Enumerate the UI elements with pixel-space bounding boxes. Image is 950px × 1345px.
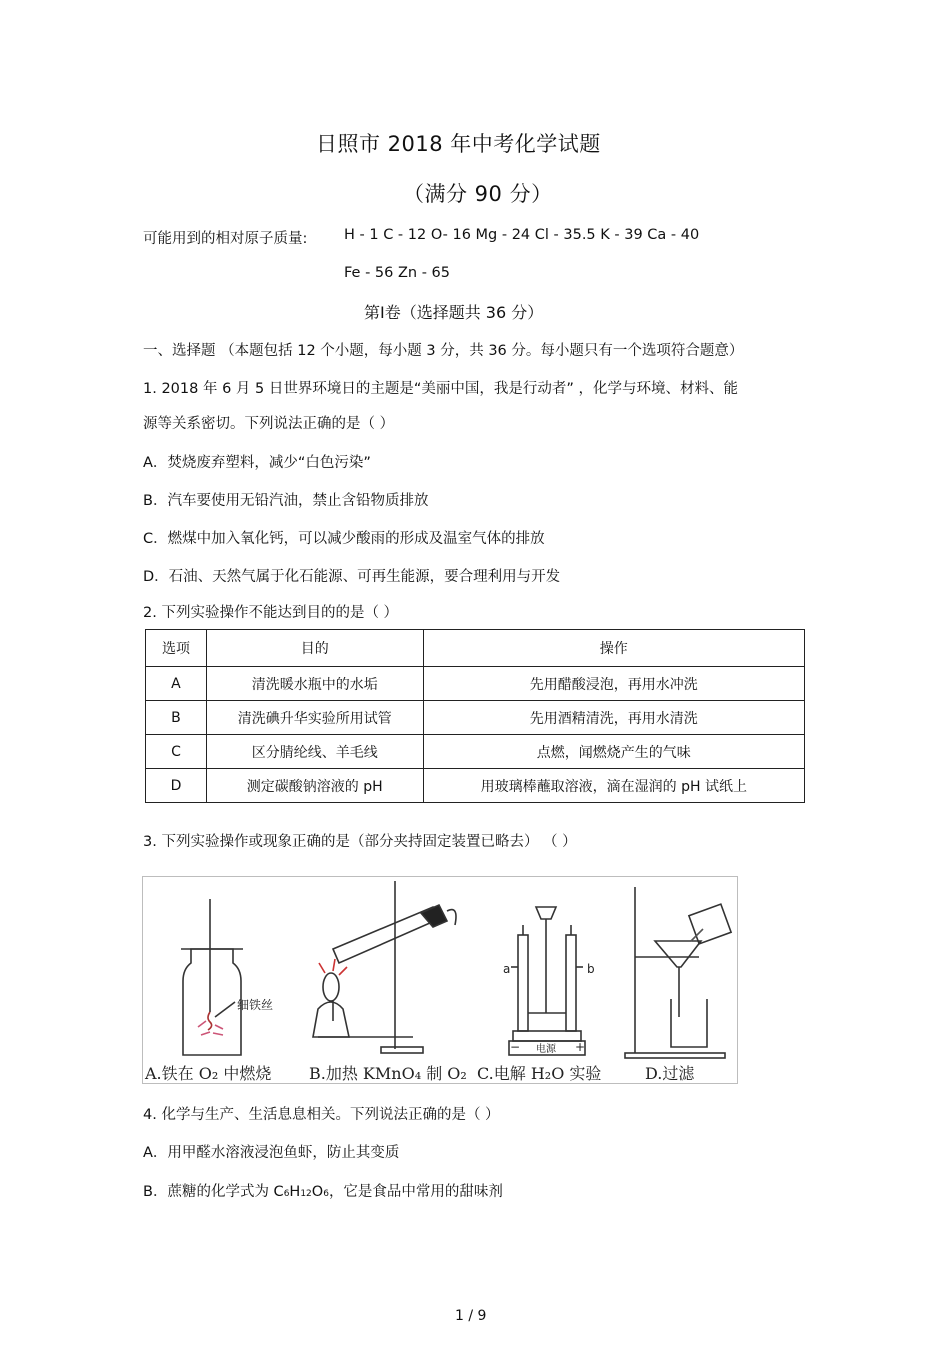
caption-b: B.加热 KMnO₄ 制 O₂ [309,1064,467,1083]
formula-subscript: 6 [283,1189,290,1199]
table-header-cell: 目的 [206,630,423,667]
formula-subscript: 12 [300,1189,312,1199]
part-title: 第Ⅰ卷（选择题共 36 分） [364,303,544,322]
page-subtitle: （满分 90 分） [403,182,553,206]
electrolysis-apparatus-icon [509,907,585,1055]
q1-stem-line2: 源等关系密切。下列说法正确的是（ ） [143,416,395,432]
caption-d: D.过滤 [645,1064,695,1083]
label-power: 电源 [536,1044,556,1055]
label-a: a [503,962,511,976]
atomic-mass-line1: H - 1 C - 12 O- 16 Mg - 24 Cl - 35.5 K - 39 Ca - 40 [344,227,700,243]
table-header-row [146,630,805,667]
table-cell: 区分腈纶线、羊毛线 [206,735,423,769]
q4-option-b-suffix: ，它是食品中常用的甜味剂 [328,1184,503,1200]
q2-stem: 2. 下列实验操作不能达到目的的是（ ） [143,605,399,621]
table-row [146,701,805,735]
label-plus: + [575,1040,586,1054]
formula-subscript: 6 [323,1189,329,1199]
table-cell: 用玻璃棒蘸取溶液，滴在湿润的 pH 试纸上 [423,769,804,803]
q1-option-a: A．焚烧废弃塑料，减少“白色污染” [143,455,371,471]
page-number: 1 / 9 [455,1308,487,1324]
table-cell: B [146,701,207,735]
q2-table [145,629,805,803]
label-minus: − [510,1040,521,1054]
section-heading: 一、选择题 （本题包括 12 个小题，每小题 3 分，共 36 分。每小题只有一个选项符合题意） [143,343,744,359]
q4-stem: 4. 化学与生产、生活息息相关。下列说法正确的是（ ） [143,1107,500,1123]
formula-element: O [311,1184,324,1200]
atomic-mass-line2: Fe - 56 Zn - 65 [344,265,451,281]
table-cell: 先用酒精清洗，再用水清洗 [423,701,804,735]
table-cell: 清洗碘升华实验所用试管 [206,701,423,735]
gas-jar-icon [181,899,243,1055]
page-title: 日照市 2018 年中考化学试题 [316,132,601,156]
test-tube-heating-icon [313,881,456,1053]
q3-stem: 3. 下列实验操作或现象正确的是（部分夹持固定装置已略去） （ ） [143,834,577,850]
label-b: b [587,962,595,976]
caption-c: C.电解 H₂O 实验 [477,1064,602,1083]
table-row [146,667,805,701]
q1-option-b: B．汽车要使用无铅汽油，禁止含铅物质排放 [143,493,429,509]
caption-a: A.铁在 O₂ 中燃烧 [145,1064,272,1083]
table-header-cell: 选项 [146,630,207,667]
q4-option-a: A．用甲醛水溶液浸泡鱼虾，防止其变质 [143,1145,400,1161]
table-cell: C [146,735,207,769]
table-row [146,769,805,803]
table-cell: 先用醋酸浸泡，再用水冲洗 [423,667,804,701]
table-cell: D [146,769,207,803]
table-header-cell: 操作 [423,630,804,667]
formula-element: H [289,1184,301,1200]
q1-option-d: D．石油、天然气属于化石能源、可再生能源，要合理利用与开发 [143,569,561,585]
q3-apparatus-figure [142,876,738,1084]
q4-option-b-prefix: B．蔗糖的化学式为 C [143,1184,284,1200]
label-iron-wire: 细铁丝 [237,998,274,1012]
table-row [146,735,805,769]
table-cell: 清洗暖水瓶中的水垢 [206,667,423,701]
filtration-apparatus-icon [625,887,731,1058]
table-cell: 测定碳酸钠溶液的 pH [206,769,423,803]
q4-option-b [143,1180,503,1201]
q1-stem-line1: 1. 2018 年 6 月 5 日世界环境日的主题是“美丽中国，我是行动者” ，化学与环境、材料、能 [143,381,738,397]
atomic-mass-label: 可能用到的相对原子质量: [143,231,308,247]
apparatus-drawing [143,877,737,1083]
table-cell: 点燃，闻燃烧产生的气味 [423,735,804,769]
q1-option-c: C．燃煤中加入氧化钙，可以减少酸雨的形成及温室气体的排放 [143,531,545,547]
table-cell: A [146,667,207,701]
